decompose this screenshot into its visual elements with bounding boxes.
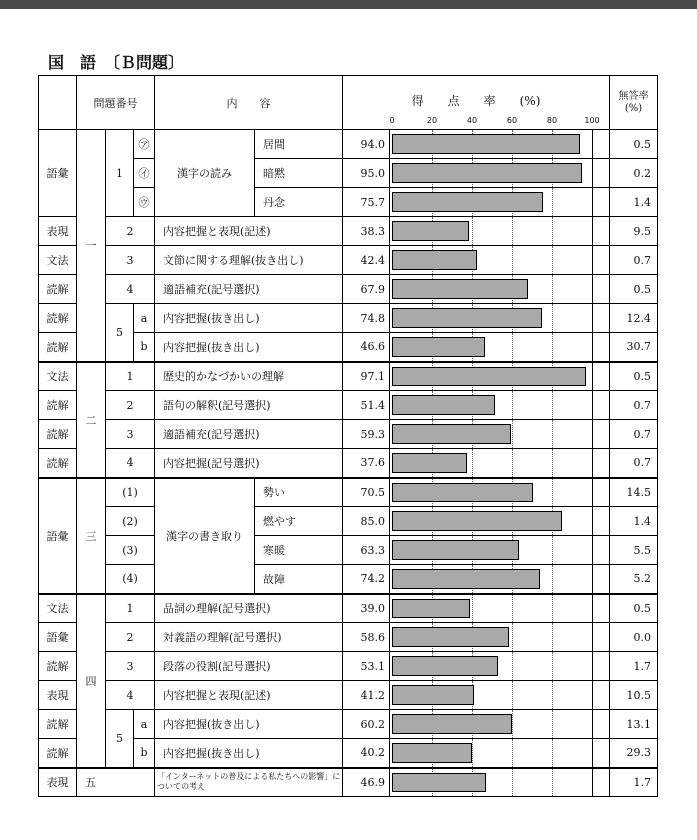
table-row xyxy=(39,507,658,536)
content-sub-cell: 燃やす xyxy=(255,507,343,536)
gridline-100 xyxy=(592,130,593,158)
table-row xyxy=(39,594,658,623)
category-cell: 文法 xyxy=(39,594,77,623)
rate-bar xyxy=(392,395,495,415)
rate-bar-cell xyxy=(390,710,610,739)
question-minor-cell: 4 xyxy=(106,681,155,710)
noanswer-value-cell: 10.5 xyxy=(610,681,658,710)
gridline xyxy=(512,217,513,245)
table-row xyxy=(39,536,658,565)
gridline-100 xyxy=(592,420,593,448)
gridline-100 xyxy=(592,623,593,651)
content-cell: 歴史的かなづかいの理解 xyxy=(155,362,343,391)
results-table xyxy=(38,75,658,797)
category-cell: 読解 xyxy=(39,275,77,304)
noanswer-value-cell: 0.2 xyxy=(610,159,658,188)
rate-value-cell: 74.2 xyxy=(343,565,390,594)
noanswer-value-cell: 30.7 xyxy=(610,333,658,362)
gridline xyxy=(512,391,513,419)
question-sub-cell: ㋐ xyxy=(134,130,155,159)
gridline xyxy=(552,420,553,448)
table-row xyxy=(39,623,658,652)
rate-bar xyxy=(392,599,470,619)
content-cell: 段落の役割(記号選択) xyxy=(155,652,343,681)
gridline xyxy=(552,333,553,361)
table-row xyxy=(39,217,658,246)
content-sub-cell: 勢い xyxy=(255,478,343,507)
rate-bar-cell xyxy=(390,768,610,797)
question-minor-cell: (1) xyxy=(106,478,155,507)
rate-bar xyxy=(392,367,586,387)
content-sub-cell: 居間 xyxy=(255,130,343,159)
content-cell: 内容把握と表現(記述) xyxy=(155,217,343,246)
rate-bar-cell xyxy=(390,362,610,391)
gridline xyxy=(512,681,513,709)
question-minor-cell: 1 xyxy=(106,362,155,391)
category-cell: 読解 xyxy=(39,333,77,362)
table-row xyxy=(39,768,658,797)
rate-value-cell: 97.1 xyxy=(343,362,390,391)
question-minor-cell: 4 xyxy=(106,275,155,304)
rate-bar xyxy=(392,714,512,734)
rate-bar xyxy=(392,192,543,212)
question-sub-cell: a xyxy=(134,304,155,333)
content-cell: 「インターネットの普及による私たちへの影響」についての考え xyxy=(155,768,343,797)
content-cell: 文節に関する理解(抜き出し) xyxy=(155,246,343,275)
question-minor-cell: 3 xyxy=(106,246,155,275)
rate-value-cell: 53.1 xyxy=(343,652,390,681)
rate-value-cell: 41.2 xyxy=(343,681,390,710)
axis-tick-label: 80 xyxy=(546,116,558,125)
question-sub-cell: b xyxy=(134,739,155,768)
content-cell: 適語補充(記号選択) xyxy=(155,275,343,304)
question-sub-cell: ㋑ xyxy=(134,159,155,188)
content-cell: 内容把握(抜き出し) xyxy=(155,739,343,768)
table-row xyxy=(39,304,658,333)
rate-bar xyxy=(392,337,485,357)
noanswer-value-cell: 29.3 xyxy=(610,739,658,768)
rate-bar xyxy=(392,540,519,560)
rate-bar xyxy=(392,424,511,444)
header-rate-label: 得 点 率 (%) xyxy=(411,94,541,108)
noanswer-value-cell: 0.5 xyxy=(610,594,658,623)
gridline-100 xyxy=(592,363,593,391)
category-cell: 読解 xyxy=(39,449,77,478)
axis-tick-label: 0 xyxy=(389,116,395,125)
content-cell: 内容把握(抜き出し) xyxy=(155,304,343,333)
question-sub-cell: b xyxy=(134,333,155,362)
rate-bar-cell xyxy=(390,594,610,623)
gridline xyxy=(552,681,553,709)
rate-value-cell: 40.2 xyxy=(343,739,390,768)
table-row xyxy=(39,710,658,739)
content-cell: 適語補充(記号選択) xyxy=(155,420,343,449)
table-row xyxy=(39,275,658,304)
rate-value-cell: 46.9 xyxy=(343,768,390,797)
question-sub-cell: ㋒ xyxy=(134,188,155,217)
category-cell: 語彙 xyxy=(39,623,77,652)
header-question-number: 問題番号 xyxy=(77,76,155,130)
rate-bar xyxy=(392,163,582,183)
rate-bar-cell xyxy=(390,275,610,304)
noanswer-value-cell: 1.4 xyxy=(610,507,658,536)
gridline xyxy=(552,275,553,303)
noanswer-value-cell: 14.5 xyxy=(610,478,658,507)
rate-bar-cell xyxy=(390,478,610,507)
noanswer-value-cell: 0.7 xyxy=(610,391,658,420)
table-row xyxy=(39,391,658,420)
gridline xyxy=(552,623,553,651)
category-cell: 読解 xyxy=(39,739,77,768)
gridline xyxy=(512,623,513,651)
rate-bar xyxy=(392,221,469,241)
rate-value-cell: 51.4 xyxy=(343,391,390,420)
gridline xyxy=(552,217,553,245)
rate-bar-cell xyxy=(390,536,610,565)
noanswer-value-cell: 12.4 xyxy=(610,304,658,333)
rate-bar-cell xyxy=(390,304,610,333)
gridline xyxy=(512,652,513,680)
axis-tick-label: 20 xyxy=(426,116,438,125)
gridline xyxy=(472,217,473,245)
rate-value-cell: 95.0 xyxy=(343,159,390,188)
rate-value-cell: 75.7 xyxy=(343,188,390,217)
gridline xyxy=(552,769,553,797)
rate-bar xyxy=(392,656,498,676)
rate-bar xyxy=(392,511,562,531)
rate-value-cell: 37.6 xyxy=(343,449,390,478)
category-cell: 文法 xyxy=(39,246,77,275)
question-sub-cell: a xyxy=(134,710,155,739)
gridline xyxy=(472,449,473,477)
gridline xyxy=(552,246,553,274)
category-cell: 読解 xyxy=(39,304,77,333)
rate-value-cell: 60.2 xyxy=(343,710,390,739)
gridline-100 xyxy=(592,739,593,767)
gridline xyxy=(512,420,513,448)
noanswer-value-cell: 0.5 xyxy=(610,362,658,391)
gridline xyxy=(512,246,513,274)
rate-bar xyxy=(392,685,474,705)
rate-bar xyxy=(392,250,477,270)
noanswer-value-cell: 0.5 xyxy=(610,275,658,304)
content-sub-cell: 寒暖 xyxy=(255,536,343,565)
rate-bar xyxy=(392,279,528,299)
rate-bar-cell xyxy=(390,681,610,710)
table-row xyxy=(39,478,658,507)
gridline-100 xyxy=(592,652,593,680)
content-cell: 内容把握と表現(記述) xyxy=(155,681,343,710)
gridline-100 xyxy=(592,769,593,797)
category-cell: 読解 xyxy=(39,420,77,449)
table-row xyxy=(39,420,658,449)
gridline xyxy=(512,769,513,797)
rate-value-cell: 58.6 xyxy=(343,623,390,652)
category-cell: 読解 xyxy=(39,710,77,739)
rate-value-cell: 70.5 xyxy=(343,478,390,507)
content-cell: 内容把握(記号選択) xyxy=(155,449,343,478)
question-minor-cell: 3 xyxy=(106,652,155,681)
category-cell: 読解 xyxy=(39,652,77,681)
noanswer-value-cell: 0.5 xyxy=(610,130,658,159)
question-major-cell: 四 xyxy=(77,594,106,768)
question-minor-cell: 3 xyxy=(106,420,155,449)
content-cell: 語句の解釈(記号選択) xyxy=(155,391,343,420)
rate-bar xyxy=(392,483,533,503)
table-row xyxy=(39,681,658,710)
noanswer-value-cell: 9.5 xyxy=(610,217,658,246)
gridline xyxy=(552,710,553,738)
noanswer-value-cell: 1.7 xyxy=(610,768,658,797)
rate-bar-cell xyxy=(390,623,610,652)
table-row xyxy=(39,652,658,681)
rate-bar-cell xyxy=(390,130,610,159)
category-cell: 語彙 xyxy=(39,478,77,594)
content-cell: 品詞の理解(記号選択) xyxy=(155,594,343,623)
gridline xyxy=(552,536,553,564)
question-minor-cell: 4 xyxy=(106,449,155,478)
rate-bar-cell xyxy=(390,391,610,420)
top-bar xyxy=(0,0,697,9)
question-minor-cell: 1 xyxy=(106,594,155,623)
noanswer-value-cell: 5.2 xyxy=(610,565,658,594)
rate-bar-cell xyxy=(390,159,610,188)
header-rate xyxy=(343,76,610,130)
content-cell: 漢字の書き取り xyxy=(155,478,255,594)
gridline-100 xyxy=(592,246,593,274)
gridline-100 xyxy=(592,159,593,187)
gridline xyxy=(512,449,513,477)
gridline-100 xyxy=(592,449,593,477)
gridline-100 xyxy=(592,304,593,332)
table-row xyxy=(39,362,658,391)
table-row xyxy=(39,449,658,478)
header-content: 内 容 xyxy=(155,76,343,130)
content-cell: 内容把握(抜き出し) xyxy=(155,333,343,362)
question-minor-cell: 5 xyxy=(106,710,134,768)
question-minor-cell: 1 xyxy=(106,130,134,217)
gridline-100 xyxy=(592,188,593,216)
content-cell: 漢字の読み xyxy=(155,130,255,217)
rate-bar-cell xyxy=(390,333,610,362)
noanswer-value-cell: 0.7 xyxy=(610,246,658,275)
question-minor-cell: (4) xyxy=(106,565,155,594)
rate-bar-cell xyxy=(390,420,610,449)
category-cell: 表現 xyxy=(39,768,77,797)
rate-value-cell: 59.3 xyxy=(343,420,390,449)
rate-bar xyxy=(392,134,580,154)
header-noanswer: 無答率 (%) xyxy=(610,76,658,130)
gridline xyxy=(552,188,553,216)
rate-bar-cell xyxy=(390,188,610,217)
question-minor-cell: 2 xyxy=(106,217,155,246)
question-minor-cell: (3) xyxy=(106,536,155,565)
category-cell: 語彙 xyxy=(39,130,77,217)
rate-bar xyxy=(392,453,467,473)
gridline xyxy=(552,652,553,680)
content-sub-cell: 暗黙 xyxy=(255,159,343,188)
rate-bar-cell xyxy=(390,246,610,275)
gridline-100 xyxy=(592,275,593,303)
rate-bar xyxy=(392,569,540,589)
gridline xyxy=(552,449,553,477)
question-minor-cell: (2) xyxy=(106,507,155,536)
rate-value-cell: 74.8 xyxy=(343,304,390,333)
gridline-100 xyxy=(592,333,593,361)
question-major-cell: 一 xyxy=(77,130,106,362)
page-title: 国 語 〔Ｂ問題〕 xyxy=(48,53,185,72)
gridline-100 xyxy=(592,507,593,535)
rate-value-cell: 38.3 xyxy=(343,217,390,246)
question-major-cell: 五 xyxy=(77,768,155,797)
header-row xyxy=(39,76,658,130)
content-sub-cell: 故障 xyxy=(255,565,343,594)
rate-value-cell: 85.0 xyxy=(343,507,390,536)
content-sub-cell: 丹念 xyxy=(255,188,343,217)
noanswer-value-cell: 5.5 xyxy=(610,536,658,565)
question-minor-cell: 5 xyxy=(106,304,134,362)
header-category xyxy=(39,76,77,130)
table-row xyxy=(39,565,658,594)
gridline-100 xyxy=(592,681,593,709)
question-major-cell: 三 xyxy=(77,478,106,594)
content-cell: 対義語の理解(記号選択) xyxy=(155,623,343,652)
rate-bar xyxy=(392,773,486,793)
noanswer-value-cell: 1.4 xyxy=(610,188,658,217)
gridline-100 xyxy=(592,710,593,738)
rate-bar-cell xyxy=(390,565,610,594)
gridline xyxy=(552,739,553,767)
gridline xyxy=(552,595,553,623)
table-row xyxy=(39,246,658,275)
rate-bar xyxy=(392,627,509,647)
gridline-100 xyxy=(592,217,593,245)
rate-value-cell: 94.0 xyxy=(343,130,390,159)
gridline xyxy=(552,565,553,593)
gridline-100 xyxy=(592,565,593,593)
noanswer-value-cell: 1.7 xyxy=(610,652,658,681)
content-cell: 内容把握(抜き出し) xyxy=(155,710,343,739)
noanswer-value-cell: 0.7 xyxy=(610,449,658,478)
rate-value-cell: 67.9 xyxy=(343,275,390,304)
rate-bar xyxy=(392,743,472,763)
noanswer-value-cell: 0.7 xyxy=(610,420,658,449)
noanswer-value-cell: 0.0 xyxy=(610,623,658,652)
rate-bar xyxy=(392,308,542,328)
question-major-cell: 二 xyxy=(77,362,106,478)
axis-tick-label: 100 xyxy=(584,116,600,125)
rate-bar-cell xyxy=(390,507,610,536)
rate-bar-cell xyxy=(390,217,610,246)
gridline-100 xyxy=(592,595,593,623)
gridline xyxy=(552,391,553,419)
gridline xyxy=(472,595,473,623)
category-cell: 文法 xyxy=(39,362,77,391)
gridline-100 xyxy=(592,536,593,564)
rate-value-cell: 46.6 xyxy=(343,333,390,362)
gridline xyxy=(512,595,513,623)
axis-tick-label: 40 xyxy=(466,116,478,125)
axis-tick-label: 60 xyxy=(506,116,518,125)
gridline xyxy=(512,333,513,361)
category-cell: 表現 xyxy=(39,217,77,246)
rate-value-cell: 63.3 xyxy=(343,536,390,565)
gridline xyxy=(552,304,553,332)
rate-value-cell: 39.0 xyxy=(343,594,390,623)
table-row xyxy=(39,130,658,159)
rate-value-cell: 42.4 xyxy=(343,246,390,275)
rate-bar-cell xyxy=(390,449,610,478)
gridline xyxy=(512,739,513,767)
gridline xyxy=(552,479,553,507)
gridline-100 xyxy=(592,391,593,419)
rate-bar-cell xyxy=(390,739,610,768)
rate-bar-cell xyxy=(390,652,610,681)
category-cell: 読解 xyxy=(39,391,77,420)
noanswer-value-cell: 13.1 xyxy=(610,710,658,739)
category-cell: 表現 xyxy=(39,681,77,710)
question-minor-cell: 2 xyxy=(106,391,155,420)
gridline-100 xyxy=(592,479,593,507)
question-minor-cell: 2 xyxy=(106,623,155,652)
